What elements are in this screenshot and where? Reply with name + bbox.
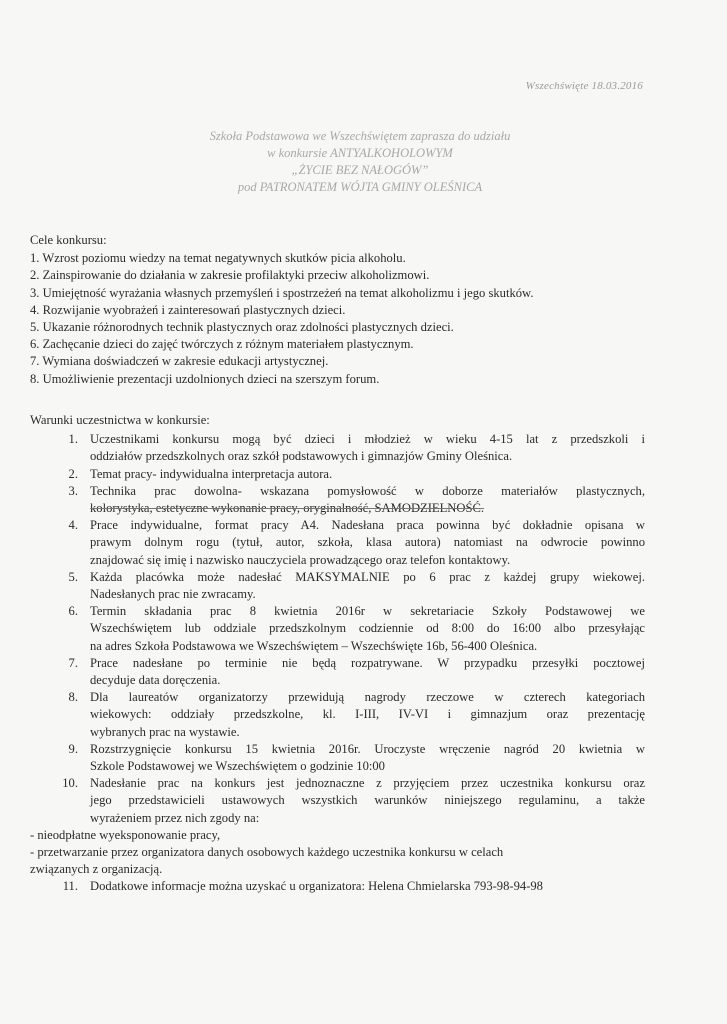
- condition-number: 1.: [68, 432, 78, 447]
- condition-item: [60, 689, 645, 741]
- condition-line: Dla laureatów organizatorzy przewidują nagrody rzeczowe w czterech kategoriach: [90, 690, 645, 705]
- condition-line: Wszechświętem lub oddziale przedszkolnym codziennie od 8:00 do 16:00 albo przesyłając: [90, 621, 645, 636]
- conditions-section: [30, 412, 645, 896]
- condition-number: 5.: [68, 569, 78, 584]
- condition-line: wybranych prac na wystawie.: [90, 724, 240, 739]
- goal-item: 4. Rozwijanie wyobrażeń i zainteresowań plastycznych dzieci.: [30, 302, 346, 317]
- condition-item: [60, 741, 645, 775]
- condition-line: jego przedstawicieli ustawowych wszystkich warunków niniejszego regulaminu, a także: [90, 793, 645, 808]
- goal-item: 1. Wzrost poziomu wiedzy na temat negatywnych skutków picia alkoholu.: [30, 251, 406, 266]
- condition-number: 10.: [62, 776, 78, 791]
- contact-info: Dodatkowe informacje można uzyskać u organizatora: Helena Chmielarska 793-98-94-98: [90, 879, 543, 894]
- invitation-header: [140, 128, 580, 196]
- condition-number: 4.: [68, 518, 78, 533]
- condition-item: [60, 775, 645, 827]
- goal-item: 5. Ukazanie różnorodnych technik plastycznych oraz zdolności plastycznych dzieci.: [30, 320, 454, 335]
- condition-line: Termin składania prac 8 kwietnia 2016r w sekretariacie Szkoły Podstawowej we: [90, 604, 645, 619]
- condition-line: oddziałów przedszkolnych oraz szkół podstawowych i gimnazjów Gminy Oleśnica.: [90, 449, 513, 464]
- condition-line: na adres Szkoła Podstawowa we Wszechświętem – Wszechświęte 16b, 56-400 Oleśnica.: [90, 638, 538, 653]
- condition-line: Prace indywidualne, format pracy A4. Nadesłana praca powinna być dokładnie opisana w: [90, 518, 645, 533]
- condition-line: Nadesłanych prac nie zwracamy.: [90, 587, 256, 602]
- condition-item: [60, 431, 645, 465]
- condition-line: wiekowych: oddziały przedszkolne, kl. I-III, IV-VI i gimnazjum oraz prezentację: [90, 707, 645, 722]
- condition-item: [60, 878, 645, 895]
- conditions-title: Warunki uczestnictwa w konkursie:: [30, 413, 210, 427]
- condition-number: 8.: [68, 690, 78, 705]
- consent-item: - nieodpłatne wyeksponowanie pracy,: [30, 827, 221, 842]
- condition-line: kolorystyka, estetyczne wykonanie pracy, oryginalność, SAMODZIELNOŚĆ.: [90, 501, 485, 516]
- goal-item: 3. Umiejętność wyrażania własnych przemyśleń i spostrzeżeń na temat alkoholizmu i jego skutków.: [30, 285, 534, 300]
- condition-line: Temat pracy- indywidualna interpretacja autora.: [90, 466, 333, 481]
- condition-line: Prace nadesłane po terminie nie będą rozpatrywane. W przypadku przesyłki pocztowej: [90, 655, 645, 670]
- condition-line: prawym dolnym rogu (tytuł, autor, szkoła, klasa autora) natomiast na odwrocie powinno: [90, 535, 645, 550]
- goal-item: 7. Wymiana doświadczeń w zakresie edukacji artystycznej.: [30, 354, 329, 369]
- consent-item: - przetwarzanie przez organizatora danych osobowych każdego uczestnika konkursu w celach: [30, 845, 504, 860]
- condition-number: 9.: [68, 741, 78, 756]
- condition-number: 11.: [62, 879, 78, 894]
- consent-item: związanych z organizacją.: [30, 862, 163, 877]
- condition-number: 7.: [68, 655, 78, 670]
- document-date: Wszechświęte 18.03.2016: [525, 80, 643, 92]
- condition-number: 3.: [68, 483, 78, 498]
- header-line: „ŻYCIE BEZ NAŁOGÓW”: [291, 163, 429, 177]
- condition-line: Uczestnikami konkursu mogą być dzieci i młodzież w wieku 4-15 lat z przedszkoli i: [90, 432, 645, 447]
- condition-line: Technika prac dowolna- wskazana pomysłowość w doborze materiałów plastycznych,: [90, 483, 645, 498]
- goals-section: [30, 232, 670, 388]
- condition-line: Rozstrzygnięcie konkursu 15 kwietnia 2016r. Uroczyste wręczenie nagród 20 kwietnia w: [90, 741, 645, 756]
- header-line: Szkoła Podstawowa we Wszechświętem zaprasza do udziału: [209, 129, 511, 143]
- goal-item: 2. Zainspirowanie do działania w zakresie profilaktyki przeciw alkoholizmowi.: [30, 268, 430, 283]
- condition-item: [60, 655, 645, 689]
- condition-line: Każda placówka może nadesłać MAKSYMALNIE po 6 prac z każdej grupy wiekowej.: [90, 569, 645, 584]
- condition-item: [60, 603, 645, 655]
- condition-line: decyduje data doręczenia.: [90, 673, 221, 688]
- condition-line: znajdować się imię i nazwisko nauczyciela prowadzącego oraz telefon kontaktowy.: [90, 552, 511, 567]
- header-line: w konkursie ANTYALKOHOLOWYM: [267, 146, 453, 160]
- condition-line: Szkole Podstawowej we Wszechświętem o godzinie 10:00: [90, 759, 385, 774]
- condition-number: 6.: [68, 604, 78, 619]
- goals-title: Cele konkursu:: [30, 233, 107, 247]
- header-line: pod PATRONATEM WÓJTA GMINY OLEŚNICA: [237, 180, 483, 194]
- condition-number: 2.: [68, 466, 78, 481]
- goal-item: 6. Zachęcanie dzieci do zajęć twórczych z różnym materiałem plastycznym.: [30, 337, 414, 352]
- condition-item: [60, 466, 645, 483]
- condition-line: wyrażeniem przez nich zgody na:: [90, 810, 260, 825]
- condition-item: [60, 517, 645, 569]
- goal-item: 8. Umożliwienie prezentacji uzdolnionych dzieci na szerszym forum.: [30, 371, 380, 386]
- condition-item: [60, 483, 645, 517]
- condition-line: Nadesłanie prac na konkurs jest jednoznaczne z przyjęciem przez uczestnika konkursu oraz: [90, 776, 645, 791]
- condition-item: [60, 569, 645, 603]
